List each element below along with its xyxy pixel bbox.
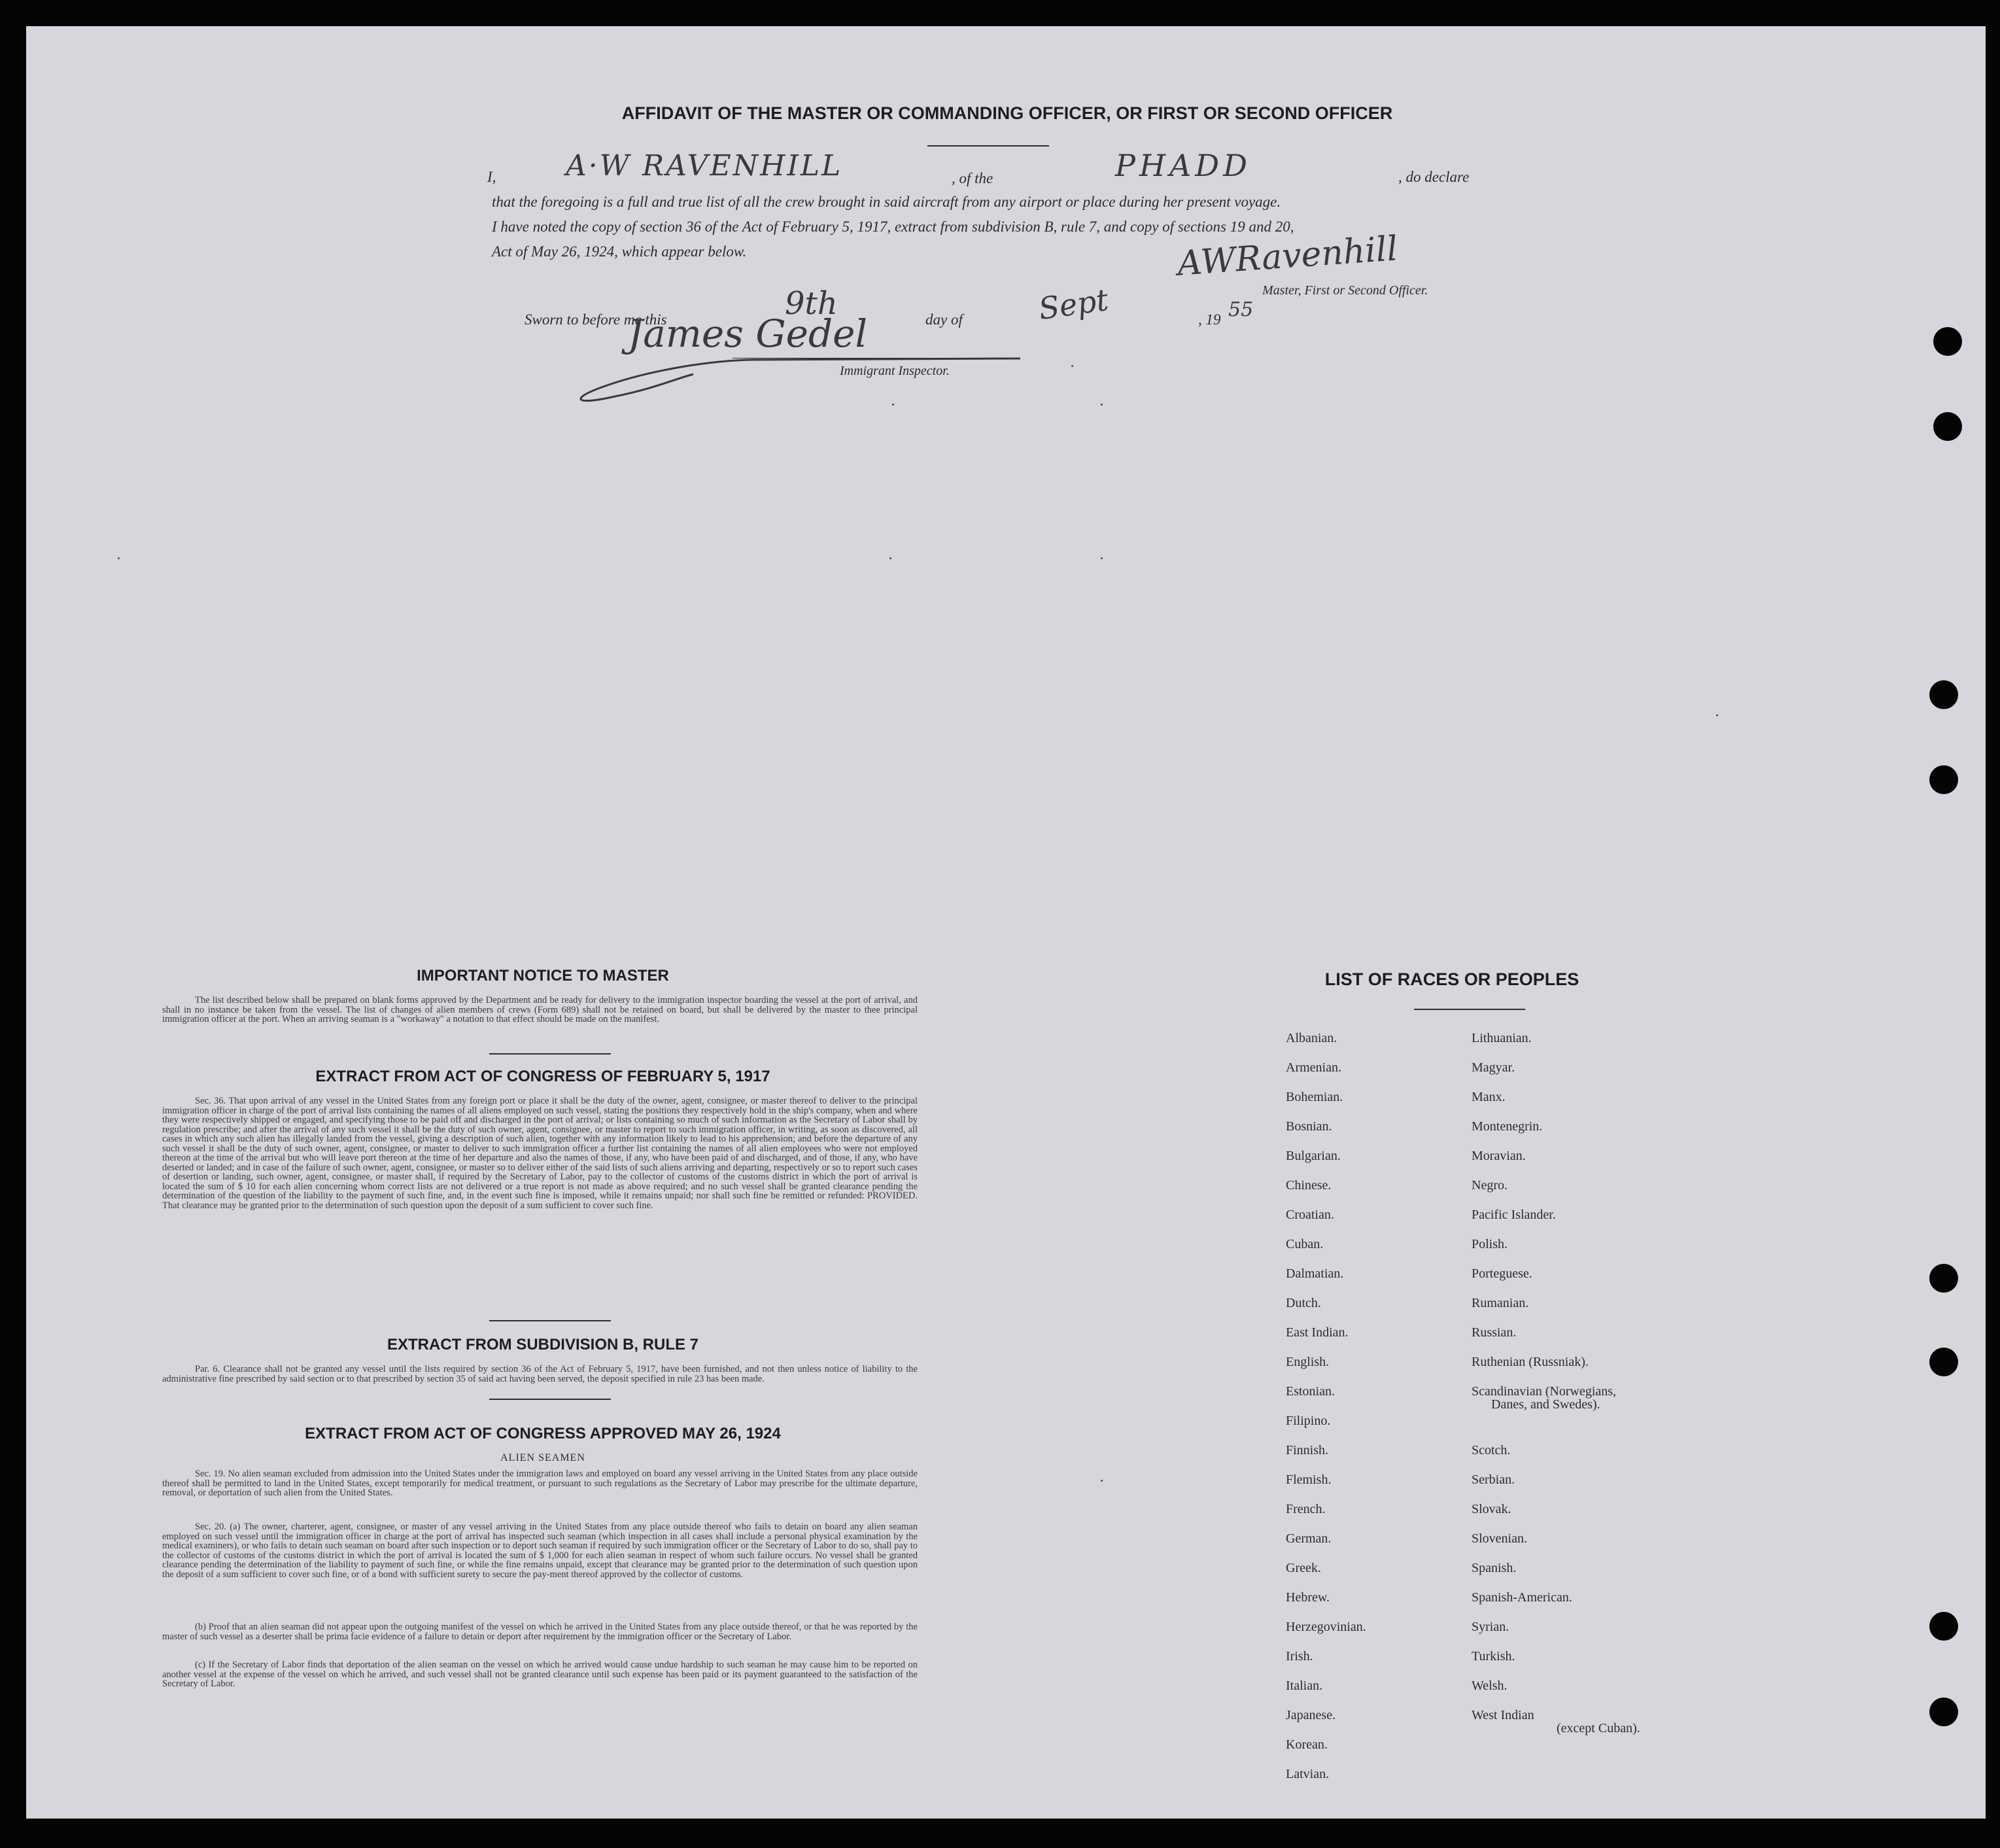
race-item: Manx. — [1472, 1090, 1506, 1104]
race-item: Armenian. — [1286, 1060, 1341, 1075]
notice-title: IMPORTANT NOTICE TO MASTER — [417, 967, 669, 985]
race-item: Finnish. — [1286, 1443, 1329, 1457]
year-prefix: , 19 — [1198, 311, 1221, 328]
race-item: Danes, and Swedes). — [1491, 1397, 1600, 1412]
extract-1924-sec20a: Sec. 20. (a) The owner, charterer, agent, consignee, or master of any vessel arriving in the United States from any place outside thereof who fails to detain on board any alien seaman employed on such vessel until the immigration officer in charge at the port of arrival has inspected such seaman (which inspection in all cases shall include a personal physical examination by the medical examiners), or who fails to detain such seaman on board after such inspection or to deport such seaman if required by such immigration officer or the Secretary of Labor to do so, shall pay to the collector of customs of the customs district in which the port of arrival is located the sum of $ 1,000 for each alien seaman in respect of whom such failure occurs. No vessel shall be granted clearance pending the determination of the liability to payment of such fine, or while the fine remains unpaid, except that clearance may be granted prior to the determination of such question upon the deposit of a sum sufficient to cover such fine, or of a bond with sufficient surety to secure the pay-ment thereof approved by the collector of customs. — [162, 1522, 918, 1580]
extract-rule7-rule — [489, 1399, 611, 1400]
extract-1924-sec20b: (b) Proof that an alien seaman did not appear upon the outgoing manifest of the vessel on which he arrived in the United States from any place outside thereof, or that he was reported by the master of such vessel as a deserter shall be prima facie evidence of a failure to detain or deport after requirement by the immigration officer or the Secretary of Labor. — [162, 1622, 918, 1642]
affidavit-i-label: I, — [487, 169, 496, 185]
inspector-caption: Immigrant Inspector. — [840, 364, 950, 378]
year-handwritten: 55 — [1228, 298, 1254, 321]
extract-1917-text: Sec. 36. That upon arrival of any vessel in the United States from any foreign port or place it shall be the duty of the owner, agent, consignee, or master thereof to deliver to the principal immigration officer in charge of the port of arrival lists containing the names of all aliens employed on such vessel, stating the positions they respectively hold in the ship's company, when and where they were respectively shipped or engaged, and specifying those to be paid off and discharged in the port of arrival; or lists containing so much of such information as the Secretary of Labor shall by regulation prescribe; and after the arrival of any such vessel it shall be the duty of such owner, agent, consignee, or master to report to such immigration officer, in writing, as soon as discovered, all cases in which any such alien has illegally landed from the vessel, giving a description of such alien, together with any information likely to lead to his apprehension; and before the departure of any such vessel it shall be the duty of such owner, agent, consignee, or master to deliver to such immigration officer a further list containing the names of all alien employees who were not employed thereon at the time of the arrival but who will leave port thereon at the time of her departure and also the names of those, if any, who have been paid of and discharged, and of those, if any, who have deserted or landed; and in case of the failure of such owner, agent, consignee, or master so to deliver either of the said lists of such aliens arriving and departing, respectively or so to report such cases of desertion or landing, such owner, agent, consignee, or master shall, if required by the Secretary of Labor, pay to the collector of customs of the customs district in which the port of arrival is located the sum of $ 10 for each alien concerning whom correct lists are not delivered or a true report is not made as above required; and no such vessel shall be granted clearance pending the determination of the question of the liability to the payment of such fine, and, in the event such fine is imposed, while it remains unpaid; nor shall such fine be remitted or refunded: PROVIDED. That clearance may be granted prior to the determination of such question upon the deposit of a sum sufficient to cover such fine. — [162, 1096, 918, 1211]
race-item: Japanese. — [1286, 1708, 1336, 1722]
race-item: Polish. — [1472, 1237, 1508, 1251]
race-item: Bulgarian. — [1286, 1149, 1341, 1163]
race-item: Latvian. — [1286, 1767, 1330, 1781]
race-item: Slovenian. — [1472, 1531, 1527, 1546]
race-item: German. — [1286, 1531, 1332, 1546]
extract-1917-title: EXTRACT FROM ACT OF CONGRESS OF FEBRUARY 5, 1917 — [315, 1068, 770, 1085]
sworn-label: Sworn to before me this — [525, 311, 667, 328]
affidavit-title: AFFIDAVIT OF THE MASTER OR COMMANDING OFFICER, OR FIRST OR SECOND OFFICER — [621, 103, 1393, 123]
race-item: Dalmatian. — [1286, 1266, 1344, 1281]
speck — [1716, 714, 1718, 716]
document-page — [26, 26, 1986, 1819]
affidavit-title-rule — [927, 145, 1049, 147]
master-name-handwritten: A·W RAVENHILL — [566, 149, 843, 183]
race-item: Flemish. — [1286, 1473, 1332, 1487]
extract-rule7-text: Par. 6. Clearance shall not be granted any vessel until the lists required by section 36 of the Act of February 5, 1917, have been furnished, and not then unless notice of liability to the administrative fine prescribed by said section or to that prescribed by section 35 of said act having been served, the deposit specified in rule 23 has been made. — [162, 1364, 918, 1384]
race-item: Magyar. — [1472, 1060, 1515, 1075]
speck — [892, 404, 894, 406]
extract-1924-title: EXTRACT FROM ACT OF CONGRESS APPROVED MAY 26, 1924 — [305, 1425, 781, 1442]
race-item: Pacific Islander. — [1472, 1208, 1556, 1222]
race-item: Rumanian. — [1472, 1296, 1529, 1310]
race-item: Russian. — [1472, 1325, 1517, 1340]
extract-rule7-title: EXTRACT FROM SUBDIVISION B, RULE 7 — [387, 1336, 699, 1353]
affidavit-line-3: I have noted the copy of section 36 of the Act of February 5, 1917, extract from subdivision B, rule 7, and copy of sections 19 and 20, — [492, 218, 1294, 235]
inspector-signature-flourish — [562, 334, 1033, 412]
race-item: Slovak. — [1472, 1502, 1511, 1516]
month-handwritten: Sept — [1036, 281, 1111, 327]
affidavit-line-4: Act of May 26, 1924, which appear below. — [492, 243, 747, 260]
race-item: Porteguese. — [1472, 1266, 1532, 1281]
speck — [889, 557, 891, 559]
race-item: Italian. — [1286, 1679, 1323, 1693]
speck — [1101, 1480, 1103, 1482]
race-item: Albanian. — [1286, 1031, 1337, 1045]
inspector-signature: James Gedel — [628, 311, 868, 356]
punch-hole — [1929, 765, 1958, 794]
punch-hole — [1933, 412, 1962, 441]
races-title: LIST OF RACES OR PEOPLES — [1324, 969, 1579, 989]
race-item: Lithuanian. — [1472, 1031, 1532, 1045]
extract-1924-sec19: Sec. 19. No alien seaman excluded from admission into the United States under the immigration laws and employed on board any vessel arriving in the United States from any place outside thereof shall be permitted to land in the United States, except temporarily for medical treatment, or pursuant to such regulations as the Secretary of Labor may prescribe for the ultimate departure, removal, or deportation of such alien from the United States. — [162, 1469, 918, 1498]
race-item: English. — [1286, 1355, 1330, 1369]
race-item: Hebrew. — [1286, 1590, 1330, 1605]
race-item: (except Cuban). — [1557, 1721, 1640, 1736]
affidavit-do-declare: , do declare — [1398, 169, 1470, 185]
race-item: Greek. — [1286, 1561, 1321, 1575]
race-item: Moravian. — [1472, 1149, 1526, 1163]
punch-hole — [1933, 327, 1962, 356]
race-item: Korean. — [1286, 1737, 1328, 1752]
master-signature: AWRavenhill — [1176, 229, 1399, 284]
race-item: French. — [1286, 1502, 1326, 1516]
day-handwritten: 9th — [785, 285, 838, 322]
race-item: Filipino. — [1286, 1414, 1331, 1428]
race-item: Croatian. — [1286, 1208, 1334, 1222]
race-item: Chinese. — [1286, 1178, 1332, 1193]
punch-hole — [1929, 1264, 1958, 1293]
vessel-handwritten: PHADD — [1115, 148, 1252, 183]
race-item: Negro. — [1472, 1178, 1508, 1193]
race-item: Cuban. — [1286, 1237, 1324, 1251]
race-item: Bosnian. — [1286, 1119, 1332, 1134]
race-item: Bohemian. — [1286, 1090, 1343, 1104]
speck — [1071, 365, 1073, 367]
race-item: East Indian. — [1286, 1325, 1349, 1340]
race-item: Scotch. — [1472, 1443, 1511, 1457]
punch-hole — [1929, 1348, 1958, 1376]
notice-rule — [489, 1053, 611, 1055]
race-item: Spanish-American. — [1472, 1590, 1572, 1605]
race-item: Syrian. — [1472, 1620, 1509, 1634]
races-title-rule — [1414, 1009, 1525, 1010]
race-item: Scandinavian (Norwegians, — [1472, 1384, 1617, 1399]
speck — [1101, 557, 1103, 559]
affidavit-of-the-label: , of the — [952, 170, 993, 186]
race-item: Welsh. — [1472, 1679, 1508, 1693]
race-item: Spanish. — [1472, 1561, 1517, 1575]
notice-text: The list described below shall be prepared on blank forms approved by the Department and be ready for delivery to the immigration inspector boarding the vessel at the port of arrival, and shall in no instance be taken from the vessel. The list of changes of alien members of crews (Form 689) shall not be retained on board, but shall be delivered by the master to thee principal immigration officer at the port. When an arriving seaman is a "workaway" a notation to that effect should be made on the manifest. — [162, 995, 918, 1024]
speck — [118, 557, 120, 559]
punch-hole — [1929, 680, 1958, 709]
day-of-label: day of — [925, 311, 963, 328]
race-item: Turkish. — [1472, 1649, 1515, 1664]
extract-1917-rule — [489, 1320, 611, 1321]
race-item: Ruthenian (Russniak). — [1472, 1355, 1589, 1369]
race-item: Estonian. — [1286, 1384, 1335, 1399]
punch-hole — [1929, 1612, 1958, 1641]
race-item: West Indian — [1472, 1708, 1534, 1722]
race-item: Montenegrin. — [1472, 1119, 1543, 1134]
race-item: Irish. — [1286, 1649, 1313, 1664]
alien-seamen-subtitle: ALIEN SEAMEN — [500, 1452, 585, 1463]
speck — [1101, 404, 1103, 406]
race-item: Herzegovinian. — [1286, 1620, 1366, 1634]
affidavit-line-2: that the foregoing is a full and true list of all the crew brought in said aircraft from any airport or place during her present voyage. — [492, 194, 1281, 210]
race-item: Dutch. — [1286, 1296, 1321, 1310]
master-caption: Master, First or Second Officer. — [1262, 283, 1428, 298]
punch-hole — [1929, 1698, 1958, 1726]
race-item: Serbian. — [1472, 1473, 1515, 1487]
extract-1924-sec20c: (c) If the Secretary of Labor finds that deportation of the alien seaman on the vessel on which he arrived would cause undue hardship to such seaman he may cause him to be reported on another vessel at the expense of the vessel on which he arrived, and such vessel shall not be granted clearance until such expense has been paid or its payment guaranteed to the satisfaction of the Secretary of Labor. — [162, 1660, 918, 1689]
